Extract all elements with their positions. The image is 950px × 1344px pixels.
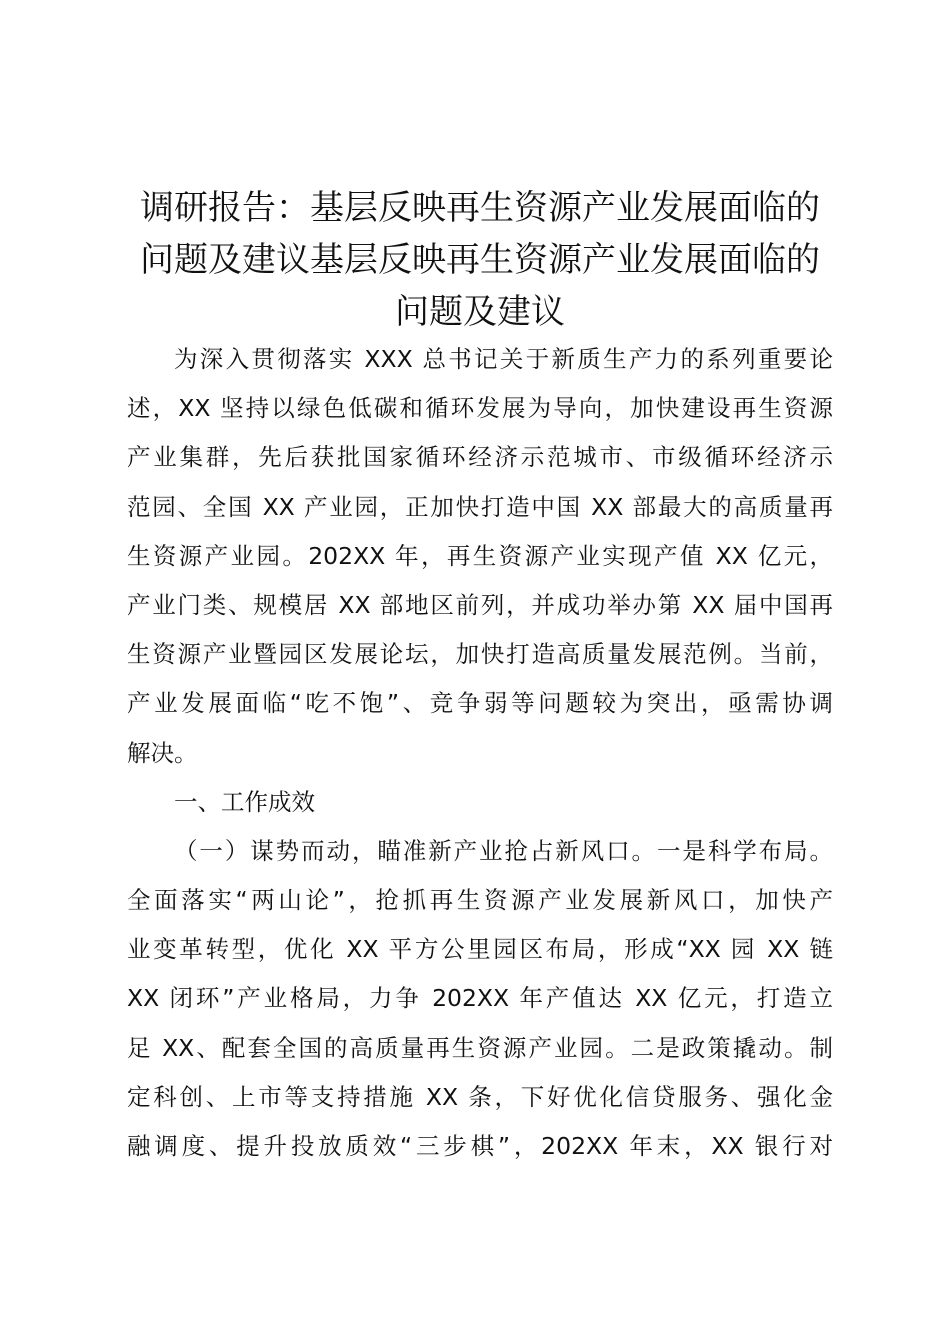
text-line: 解决。: [127, 738, 198, 767]
text-line: 足 XX、配套全国的高质量再生资源产业园。二是政策撬动。制: [127, 1033, 833, 1062]
document-title: [110, 182, 850, 338]
text-line: 业变革转型，优化 XX 平方公里园区布局，形成“XX 园 XX 链: [127, 935, 833, 964]
text-line: XX 闭环”产业格局，力争 202XX 年产值达 XX 亿元，打造立: [127, 984, 833, 1013]
title-line: 调研报告：基层反映再生资源产业发展面临的: [140, 188, 820, 228]
text-line: 为深入贯彻落实 XXX 总书记关于新质生产力的系列重要论: [174, 345, 833, 373]
text-line: （一）谋势而动，瞄准新产业抢占新风口。一是科学布局。: [174, 836, 833, 865]
text-line: 产业集群，先后获批国家循环经济示范城市、市级循环经济示: [127, 443, 833, 472]
text-line: 定科创、上市等支持措施 XX 条，下好优化信贷服务、强化金: [127, 1082, 833, 1111]
text-line: 融调度、提升投放质效“三步棋”，202XX 年末，XX 银行对: [127, 1132, 833, 1160]
section-heading: 一、工作成效: [174, 787, 315, 816]
text-line: 述，XX 坚持以绿色低碳和循环发展为导向，加快建设再生资源: [127, 394, 833, 423]
text-line: 全面落实“两山论”，抢抓再生资源产业发展新风口，加快产: [127, 886, 833, 915]
title-line: 问题及建议基层反映再生资源产业发展面临的: [140, 240, 820, 280]
text-line: 产业发展面临“吃不饱”、竞争弱等问题较为突出，亟需协调: [127, 689, 833, 718]
title-line: 问题及建议: [395, 292, 565, 332]
text-line: 生资源产业园。202XX 年，再生资源产业实现产值 XX 亿元，: [127, 541, 833, 570]
text-line: 生资源产业暨园区发展论坛，加快打造高质量发展范例。当前，: [127, 640, 833, 669]
text-line: 范园、全国 XX 产业园，正加快打造中国 XX 部最大的高质量再: [127, 492, 833, 521]
intro-paragraph: [127, 335, 833, 778]
section-paragraph: [127, 827, 833, 1171]
document-body: [127, 335, 833, 1171]
text-line: 产业门类、规模居 XX 部地区前列，并成功举办第 XX 届中国再: [127, 590, 833, 619]
